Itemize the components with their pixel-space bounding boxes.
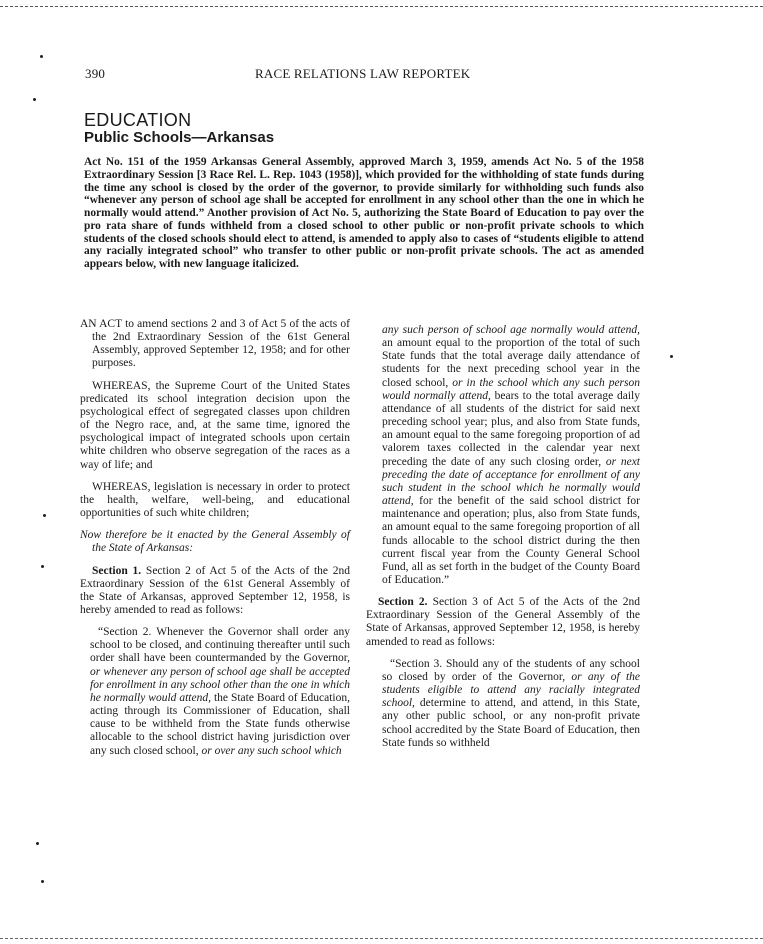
section-2-paragraph <box>366 596 640 649</box>
scan-speck <box>43 514 46 517</box>
scan-speck <box>41 880 44 883</box>
whereas-paragraph-2: WHEREAS, legislation is necessary in order to protect the health, welfare, well-being, and educational opportunities of such white children; <box>80 480 350 520</box>
scan-speck <box>36 842 39 845</box>
section-3-quote <box>372 658 640 750</box>
section-title: EDUCATION <box>84 110 192 130</box>
quote-text: bears to the total average daily attendance of all students of the district for said next preceding school year; plus, and also from State funds, an amount equal to the same foregoing proportion of ad valorem taxes collected in the calendar year next preceding the date of any such closing order, <box>382 389 640 468</box>
quote-text: the State Board of Education, acting through its Commissioner of Education, shall cause to be withheld from the State funds otherwise allocable to the school district having jurisdiction over any such closed school, <box>90 691 350 757</box>
section-2-text: Section 3 of Act 5 of the Acts of the 2nd Extraordinary Session of the General Assembly of the State of Arkansas, approved September 12, 1958, is hereby amended to read as follows: <box>366 596 640 648</box>
right-column <box>366 324 641 759</box>
section-1-label: Section 1. <box>92 564 142 577</box>
quote-text: determine to attend, and attend, in this State, any other public school, or any non-profit private school accredited by the State Board of Education, then State funds so withheld <box>382 697 640 749</box>
act-title-paragraph: AN ACT to amend sections 2 and 3 of Act 5 of the acts of the 2nd Extraordinary Session of the 61st General Assembly, approved September 12, 1958; and for other purposes. <box>80 318 350 370</box>
section-2-quote <box>80 626 350 758</box>
page-number: 390 <box>85 66 106 81</box>
section-2-quote-continued <box>372 324 640 587</box>
quote-text: for the benefit of the said school district for maintenance and operation; plus, also from State funds, an amount equal to the same foregoing proportion of all funds allocable to the school district during the then current fiscal year from the County General School Fund, all as set forth in the budget of the County Board of Education.” <box>382 495 640 586</box>
italic-amendment: or next preceding the date of acceptance for enrollment of any such student in the school which he normally would attend, <box>382 455 640 508</box>
headnote: Act No. 151 of the 1959 Arkansas General Assembly, approved March 3, 1959, amends Act No. 5 of the 1958 Extraordinary Session [3 Race Rel. L. Rep. 1043 (1958)], which provided for the withholding of state funds during the time any school is closed by the order of the governor, to provide similarly for withholding such funds also “whenever any person of school age shall be accepted for enrollment in any school other than the one in which he normally would attend.” Another provision of Act No. 5, authorizing the State Board of Education to pay over the pro rata share of funds withheld from a closed school to other public or non-profit private schools to which students of the closed schools should elect to attend, is amended to apply also to cases of “students eligible to attend any racially integrated school” who transfer to other public or non-profit private schools. The act as amended appears below, with new language italicized. <box>84 156 644 270</box>
quote-text: “Section 3. Should any of the students of any school so closed by order of the Governor, <box>382 657 640 683</box>
italic-amendment: or whenever any person of school age shall be accepted for enrollment in any school other than the one in which he normally would attend, <box>90 665 350 704</box>
bottom-scan-rule <box>0 938 763 939</box>
section-subtitle: Public Schools—Arkansas <box>84 129 275 146</box>
section-1-paragraph <box>80 565 350 618</box>
section-2-label: Section 2. <box>378 596 428 609</box>
italic-amendment: or in the school which any such person would normally attend, <box>382 376 641 402</box>
italic-amendment: or any of the students eligible to attend any racially integrated school, <box>382 670 641 710</box>
left-column <box>80 318 350 767</box>
scan-speck <box>33 98 36 101</box>
italic-amendment: any such person of school age normally would attend, <box>382 324 640 336</box>
quote-text: “Section 2. Whenever the Governor shall order any school to be closed, and continuing thereafter until such order shall have been countermanded by the Governor, <box>90 626 350 665</box>
quote-text: an amount equal to the proportion of the total of such State funds that the total average daily attendance of students for the next preceding school year in the closed school, <box>382 337 640 389</box>
enacting-clause: Now therefore be it enacted by the General Assembly of the State of Arkansas: <box>80 529 350 555</box>
section-1-text: Section 2 of Act 5 of the Acts of the 2nd Extraordinary Session of the 61st General Assembly of the State of Arkansas, approved September 12, 1958, is hereby amended to read as follows: <box>80 564 351 616</box>
scan-speck <box>670 355 673 358</box>
top-scan-rule <box>0 6 763 7</box>
italic-amendment: or over any such school which <box>201 744 342 757</box>
scan-speck <box>41 565 44 568</box>
scan-speck <box>40 55 43 58</box>
running-head: RACE RELATIONS LAW REPORTEK <box>255 66 471 81</box>
whereas-paragraph-1: WHEREAS, the Supreme Court of the United States predicated its school integration decision upon the psychological effect of segregated classes upon children of the Negro race, and, at the same time, ignored the psychological impact of integrated schools upon certain white children who observe segregation of the races as a way of life; and <box>80 379 350 471</box>
